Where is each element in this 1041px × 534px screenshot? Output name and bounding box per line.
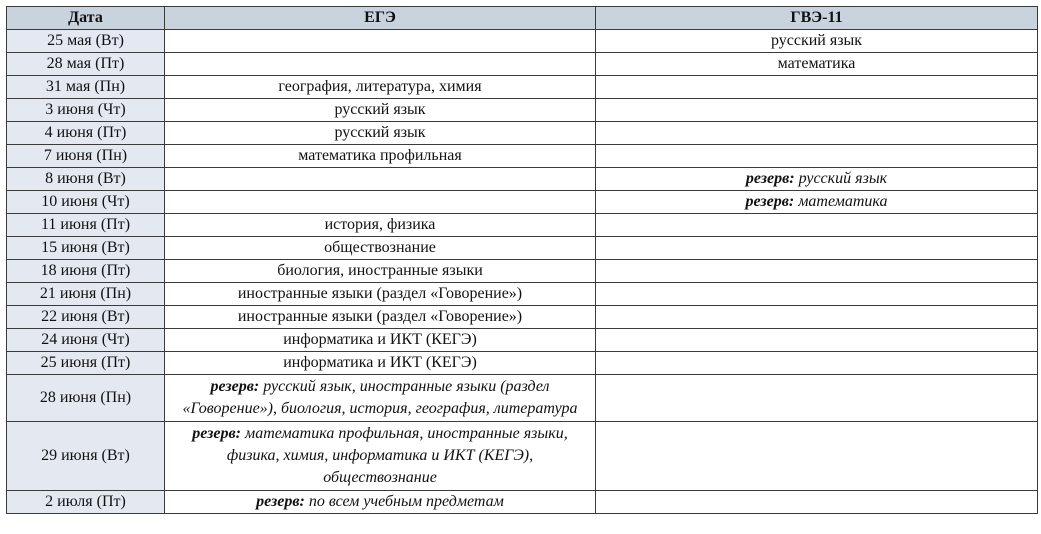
ege-cell: [165, 375, 596, 422]
ege-cell: биология, иностранные языки: [165, 260, 596, 283]
gve-cell: [596, 329, 1038, 352]
date-cell: 3 июня (Чт): [7, 99, 165, 122]
reserve-subjects: математика профильная, иностранные языки, физика, химия, информатика и ИКТ (КЕГЭ), обществознание: [226, 425, 568, 486]
header-gve: ГВЭ-11: [596, 7, 1038, 30]
table-row: [7, 352, 1038, 375]
table-row: [7, 422, 1038, 491]
table-row: [7, 329, 1038, 352]
date-cell: 2 июля (Пт): [7, 491, 165, 514]
header-date: Дата: [7, 7, 165, 30]
table-row: [7, 306, 1038, 329]
reserve-label: резерв:: [192, 425, 241, 442]
ege-cell: информатика и ИКТ (КЕГЭ): [165, 352, 596, 375]
date-cell: 21 июня (Пн): [7, 283, 165, 306]
gve-cell: [596, 283, 1038, 306]
date-cell: 31 мая (Пн): [7, 76, 165, 99]
ege-cell: география, литература, химия: [165, 76, 596, 99]
reserve-subjects: математика: [798, 193, 888, 210]
gve-cell: русский язык: [596, 30, 1038, 53]
date-cell: 7 июня (Пн): [7, 145, 165, 168]
table-row: [7, 260, 1038, 283]
table-row: [7, 168, 1038, 191]
gve-cell: [596, 375, 1038, 422]
exam-schedule-table: [6, 6, 1038, 514]
date-cell: 8 июня (Вт): [7, 168, 165, 191]
date-cell: 11 июня (Пт): [7, 214, 165, 237]
date-cell: 18 июня (Пт): [7, 260, 165, 283]
reserve-label: резерв:: [210, 378, 260, 395]
date-cell: 29 июня (Вт): [7, 422, 165, 491]
table-row: [7, 122, 1038, 145]
reserve-label: резерв:: [745, 170, 795, 187]
table-row: [7, 191, 1038, 214]
ege-cell: русский язык: [165, 99, 596, 122]
date-cell: 25 июня (Пт): [7, 352, 165, 375]
ege-cell: информатика и ИКТ (КЕГЭ): [165, 329, 596, 352]
date-cell: 10 июня (Чт): [7, 191, 165, 214]
ege-cell: [165, 491, 596, 514]
ege-cell: история, физика: [165, 214, 596, 237]
gve-cell: [596, 237, 1038, 260]
date-cell: 28 мая (Пт): [7, 53, 165, 76]
ege-cell: иностранные языки (раздел «Говорение»): [165, 306, 596, 329]
ege-cell: [165, 53, 596, 76]
date-cell: 4 июня (Пт): [7, 122, 165, 145]
gve-cell: математика: [596, 53, 1038, 76]
reserve-subjects: по всем учебным предметам: [308, 493, 504, 510]
table-row: [7, 30, 1038, 53]
table-row: [7, 237, 1038, 260]
gve-cell: [596, 76, 1038, 99]
table-row: [7, 491, 1038, 514]
gve-cell: [596, 122, 1038, 145]
gve-cell: [596, 260, 1038, 283]
schedule-container: [6, 6, 1038, 514]
date-cell: 24 июня (Чт): [7, 329, 165, 352]
gve-cell: [596, 99, 1038, 122]
reserve-subjects: русский язык: [798, 170, 888, 187]
date-cell: 15 июня (Вт): [7, 237, 165, 260]
reserve-subjects: русский язык, иностранные языки (раздел «Говорение»), биология, история, география, литература: [182, 378, 578, 417]
table-row: [7, 214, 1038, 237]
table-row: [7, 53, 1038, 76]
date-cell: 22 июня (Вт): [7, 306, 165, 329]
gve-cell: [596, 422, 1038, 491]
table-row: [7, 99, 1038, 122]
ege-cell: [165, 168, 596, 191]
ege-cell: русский язык: [165, 122, 596, 145]
gve-cell: [596, 306, 1038, 329]
ege-cell: [165, 191, 596, 214]
table-row: [7, 283, 1038, 306]
table-row: [7, 145, 1038, 168]
ege-cell: иностранные языки (раздел «Говорение»): [165, 283, 596, 306]
ege-cell: [165, 422, 596, 491]
reserve-label: резерв:: [745, 193, 795, 210]
date-cell: 28 июня (Пн): [7, 375, 165, 422]
header-row: [7, 7, 1038, 30]
gve-cell: [596, 491, 1038, 514]
gve-cell: [596, 145, 1038, 168]
table-row: [7, 375, 1038, 422]
date-cell: 25 мая (Вт): [7, 30, 165, 53]
gve-cell: [596, 168, 1038, 191]
gve-cell: [596, 352, 1038, 375]
reserve-label: резерв:: [256, 493, 305, 510]
gve-cell: [596, 214, 1038, 237]
header-ege: ЕГЭ: [165, 7, 596, 30]
ege-cell: математика профильная: [165, 145, 596, 168]
ege-cell: [165, 30, 596, 53]
gve-cell: [596, 191, 1038, 214]
table-row: [7, 76, 1038, 99]
ege-cell: обществознание: [165, 237, 596, 260]
